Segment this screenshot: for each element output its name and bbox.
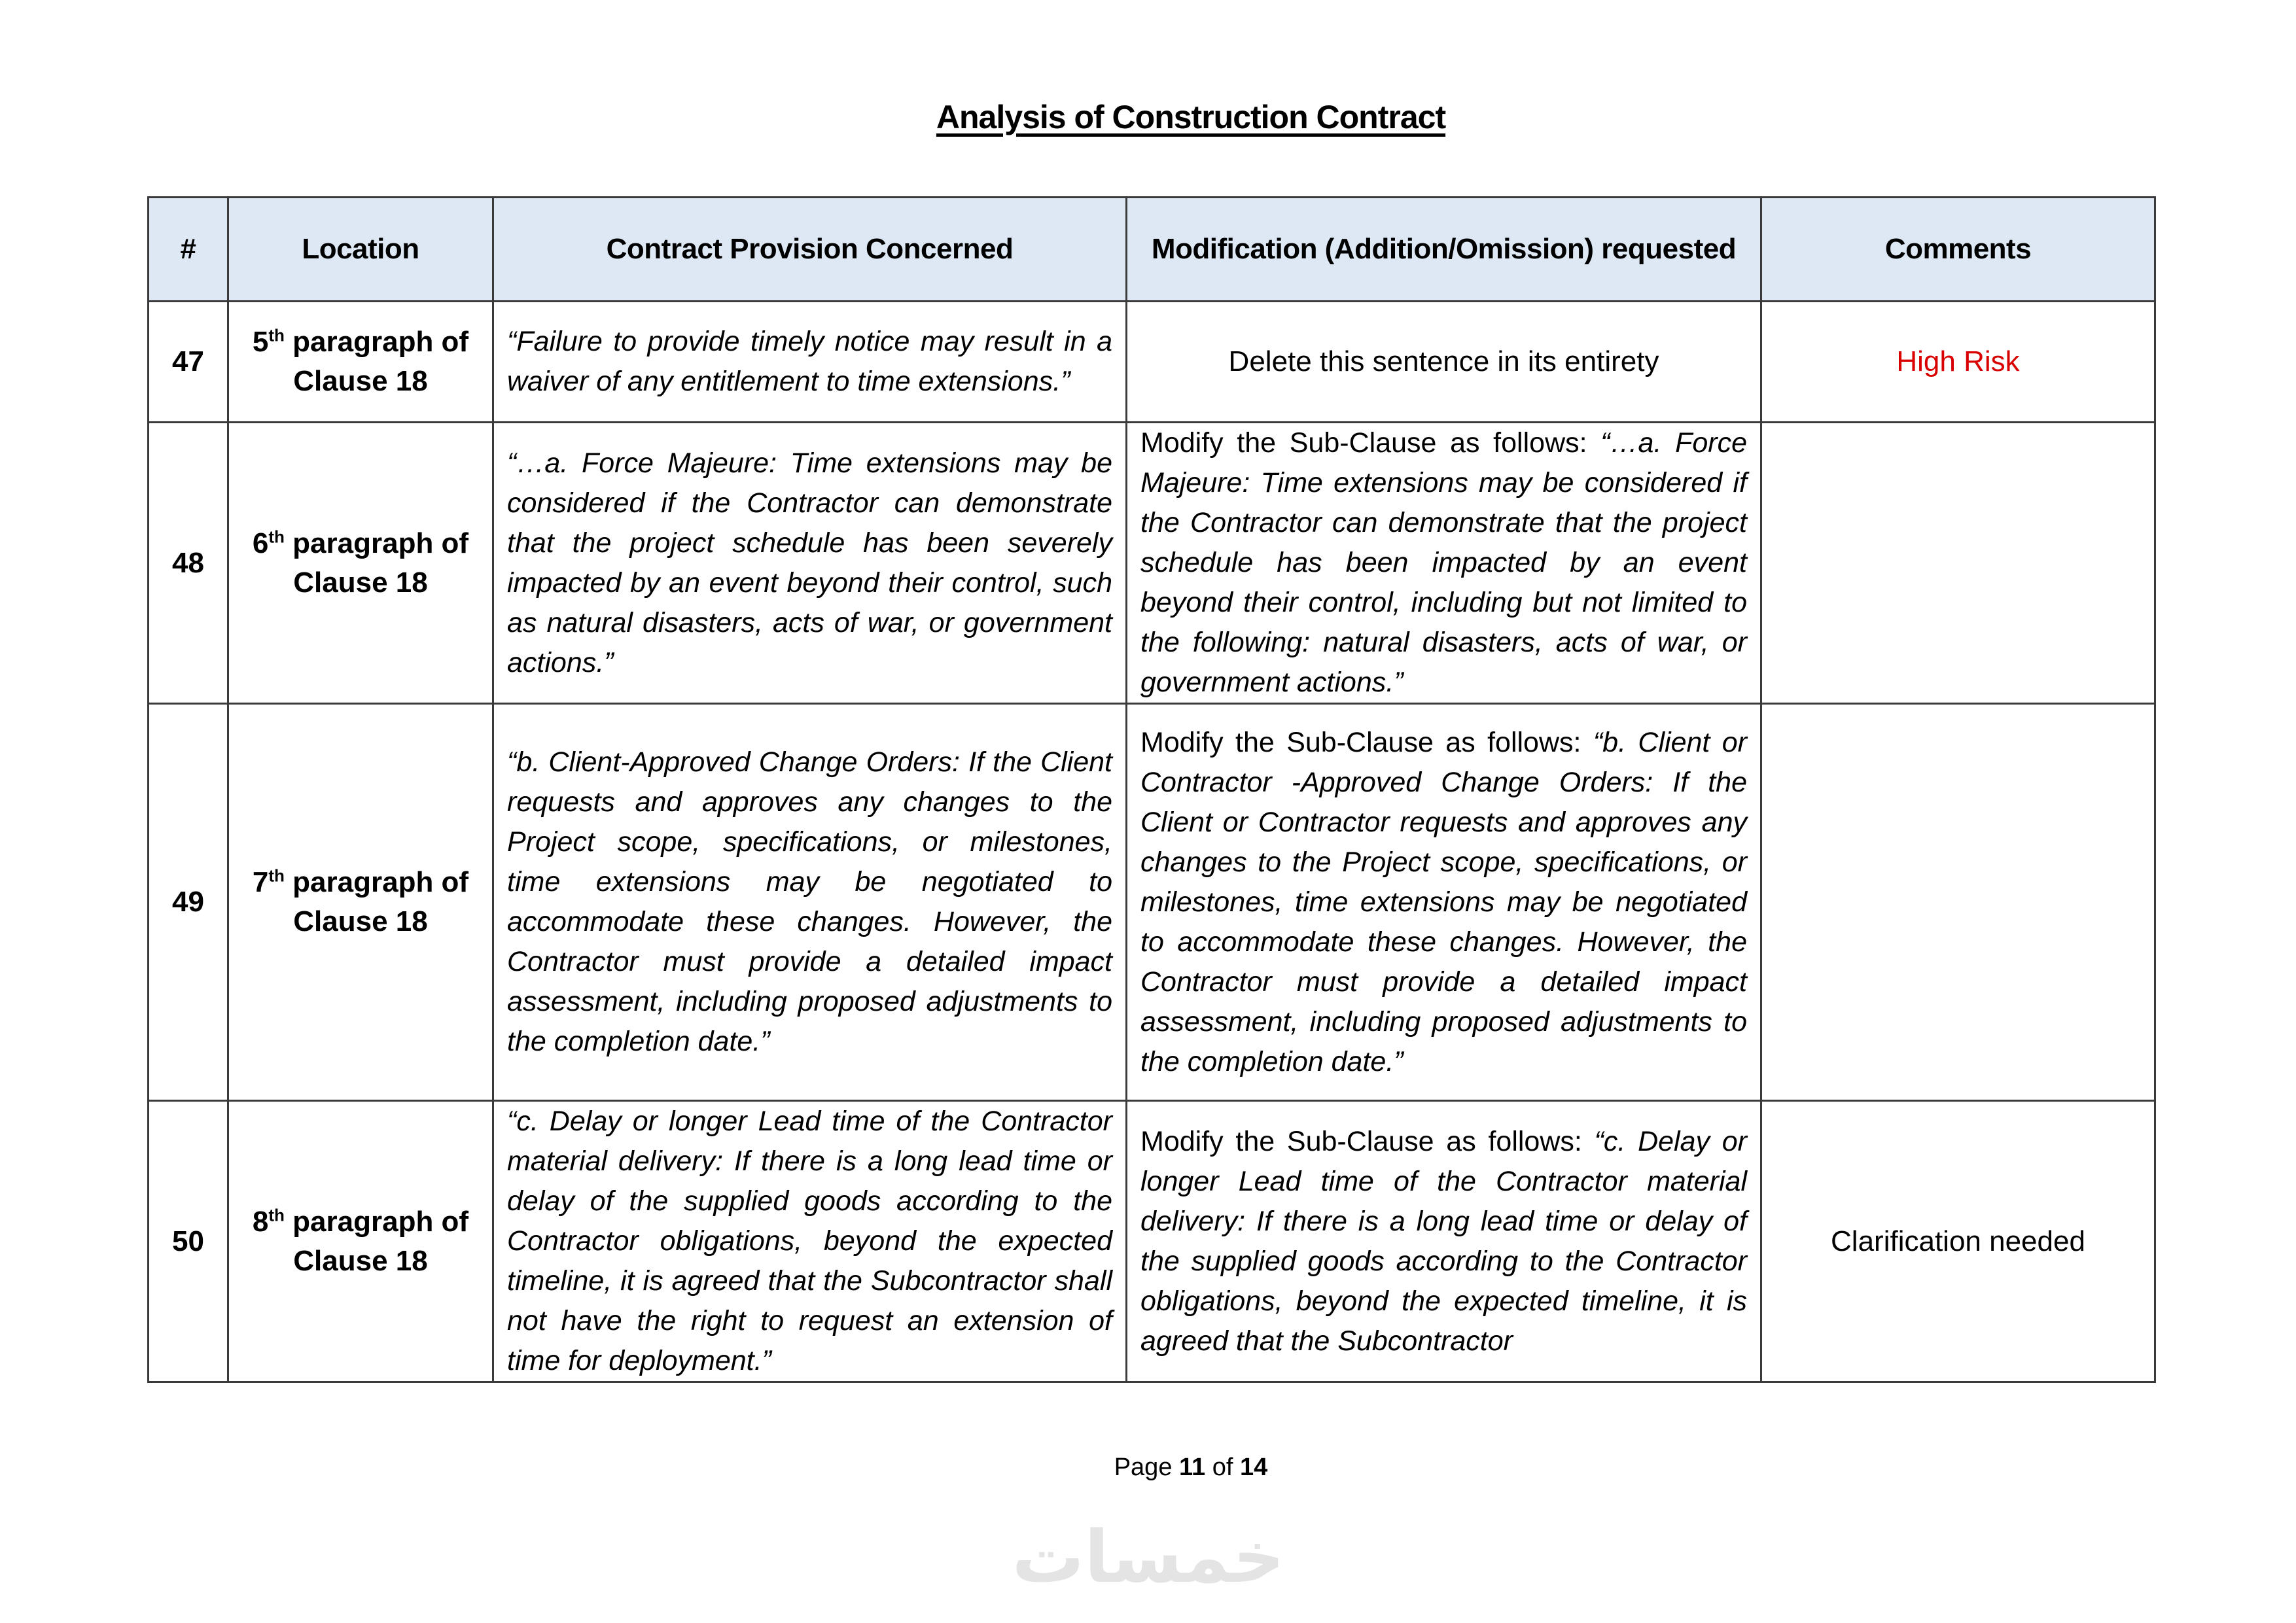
modification-prefix: Modify the Sub-Clause as follows:	[1140, 726, 1593, 758]
row-location	[228, 302, 493, 423]
row-number: 48	[149, 423, 228, 704]
row-comment: Clarification needed	[1761, 1101, 2155, 1382]
row-modification: Delete this sentence in its entirety	[1127, 302, 1761, 423]
location-suffix: th	[268, 1204, 285, 1225]
contract-analysis-table	[147, 196, 2156, 1383]
row-provision	[493, 1101, 1127, 1382]
row-provision	[493, 302, 1127, 423]
row-location	[228, 423, 493, 704]
location-ordinal: 6	[252, 527, 269, 559]
current-page: 11	[1179, 1454, 1206, 1481]
location-text: paragraph of	[284, 527, 469, 559]
location-text: paragraph of	[284, 866, 469, 898]
page-number-footer	[0, 1454, 2296, 1482]
provision-quote: “…a. Force Majeure: Time extensions may be considered if the Contractor can demonstrate that the project schedule has been severely impacted by an event beyond their control, such as natural disasters, acts of war, or government actions.”	[507, 447, 1112, 678]
table-row	[149, 1101, 2155, 1382]
location-clause: Clause 18	[293, 365, 428, 397]
header-location: Location	[228, 198, 493, 302]
row-number: 47	[149, 302, 228, 423]
location-ordinal: 7	[252, 866, 269, 898]
table-row	[149, 704, 2155, 1101]
header-modification: Modification (Addition/Omission) requested	[1127, 198, 1761, 302]
row-comment-high-risk: High Risk	[1761, 302, 2155, 423]
location-suffix: th	[268, 526, 285, 546]
header-number: #	[149, 198, 228, 302]
modification-prefix: Modify the Sub-Clause as follows:	[1140, 427, 1601, 459]
location-ordinal: 8	[252, 1205, 269, 1238]
watermark-logo-icon: خمسات	[1012, 1515, 1285, 1599]
document-title: Analysis of Construction Contract	[936, 99, 1446, 135]
table-row	[149, 302, 2155, 423]
location-ordinal: 5	[252, 326, 269, 358]
of-label: of	[1205, 1454, 1240, 1481]
table-row	[149, 423, 2155, 704]
modification-quote: “…a. Force Majeure: Time extensions may be considered if the Contractor can demonstrate that the project schedule has been impacted by an event beyond their control, including but not limited to the following: natural disasters, acts of war, or government actions.”	[1140, 427, 1747, 698]
row-provision	[493, 423, 1127, 704]
header-provision: Contract Provision Concerned	[493, 198, 1127, 302]
page-label: Page	[1114, 1454, 1180, 1481]
modification-quote: “c. Delay or longer Lead time of the Contractor material delivery: If there is a long lead time or delay of the supplied goods according to the Contractor obligations, beyond the expected timeline, it is agreed that the Subcontractor	[1140, 1125, 1747, 1357]
row-provision	[493, 704, 1127, 1101]
total-pages: 14	[1240, 1454, 1268, 1481]
table-header-row	[149, 198, 2155, 302]
header-comments: Comments	[1761, 198, 2155, 302]
location-text: paragraph of	[284, 326, 469, 358]
modification-prefix: Modify the Sub-Clause as follows:	[1140, 1125, 1595, 1157]
provision-quote: “Failure to provide timely notice may result in a waiver of any entitlement to time extensions.”	[507, 326, 1112, 397]
row-comment	[1761, 423, 2155, 704]
provision-quote: “b. Client-Approved Change Orders: If the Client requests and approves any changes to the Project scope, specifications, or milestones, time extensions may be negotiated to accommodate these changes. However, the Contractor must provide a detailed impact assessment, including proposed adjustments to the completion date.”	[507, 746, 1112, 1057]
row-location	[228, 1101, 493, 1382]
row-modification	[1127, 423, 1761, 704]
row-location	[228, 704, 493, 1101]
provision-quote: “c. Delay or longer Lead time of the Contractor material delivery: If there is a long lead time or delay of the supplied goods according to the Contractor obligations, beyond the expected timeline, it is agreed that the Subcontractor shall not have the right to request an extension of time for deployment.”	[507, 1106, 1112, 1376]
location-clause: Clause 18	[293, 905, 428, 937]
row-modification	[1127, 704, 1761, 1101]
row-modification	[1127, 1101, 1761, 1382]
location-suffix: th	[268, 325, 285, 345]
location-suffix: th	[268, 865, 285, 886]
location-clause: Clause 18	[293, 1244, 428, 1277]
location-clause: Clause 18	[293, 566, 428, 599]
modification-quote: “b. Client or Contractor -Approved Change Orders: If the Client or Contractor requests and approves any changes to the Project scope, specifications, or milestones, time extensions may be negotiated to accommodate these changes. However, the Contractor must provide a detailed impact assessment, including proposed adjustments to the completion date.”	[1140, 726, 1747, 1077]
row-number: 49	[149, 704, 228, 1101]
row-comment	[1761, 704, 2155, 1101]
row-number: 50	[149, 1101, 228, 1382]
location-text: paragraph of	[284, 1205, 469, 1238]
